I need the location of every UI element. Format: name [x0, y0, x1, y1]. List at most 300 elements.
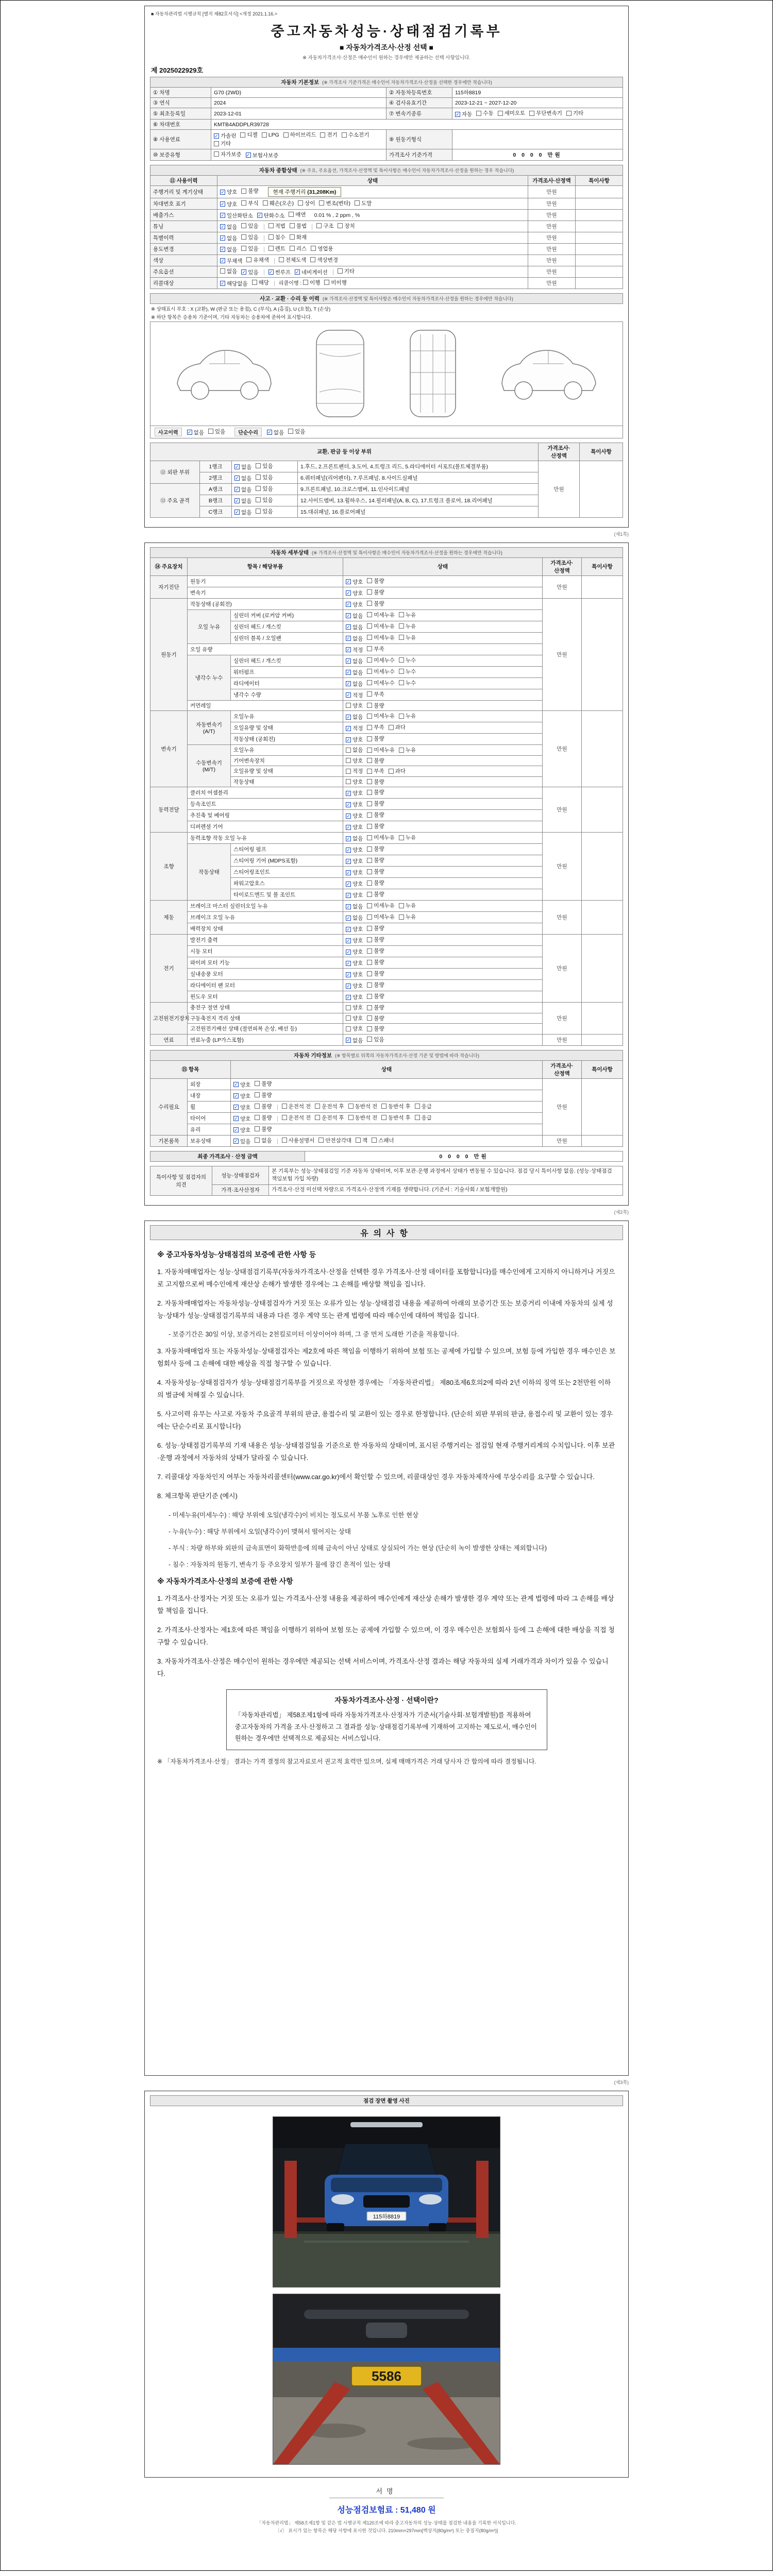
device-label: 조향: [150, 833, 188, 901]
checkbox-icon: ✓: [346, 847, 350, 853]
checkbox-option[interactable]: ✓ 없음: [221, 246, 238, 253]
inspector-role: 성능·상태점검자: [212, 1166, 269, 1185]
item-status: [231, 1112, 543, 1124]
checkbox-option[interactable]: ✓ 양호: [346, 994, 363, 1001]
appraiser-role: 가격·조사산정자: [212, 1185, 269, 1196]
checkbox-option[interactable]: 불량: [367, 822, 384, 830]
checkbox-option[interactable]: 부족: [367, 645, 384, 653]
checkbox-option[interactable]: 미세누유: [367, 712, 395, 720]
field-label: ⑧ 사용연료: [150, 130, 211, 149]
checkbox-option[interactable]: 운전석 후: [315, 1114, 344, 1122]
checkbox-option[interactable]: 하이브리드: [283, 131, 316, 139]
checkbox-option[interactable]: 훼손(오손): [263, 199, 294, 207]
checkbox-option[interactable]: 구조: [316, 222, 333, 230]
checkbox-option[interactable]: 미세누유: [367, 622, 395, 630]
checkbox-option[interactable]: ✓ 없음: [346, 904, 363, 910]
checkbox-option[interactable]: 누유: [399, 634, 416, 641]
checkbox-icon: [290, 223, 295, 228]
checkbox-icon: [399, 623, 404, 629]
checkbox-option[interactable]: 리스: [290, 245, 307, 252]
checkbox-option[interactable]: 동반석 전: [348, 1114, 378, 1122]
checkbox-option[interactable]: ✓ 양호: [234, 1081, 251, 1088]
col-header: 가격조사·산정액: [539, 443, 580, 461]
checkbox-option[interactable]: ✓ 양호: [346, 737, 363, 743]
checkbox-option[interactable]: ✓ 양호: [346, 870, 363, 876]
checkbox-icon: [367, 612, 372, 617]
checkbox-icon: [367, 1015, 372, 1021]
memo-cell: [581, 598, 623, 711]
item-status: [343, 1003, 543, 1013]
checkbox-option[interactable]: ✓ 있음: [234, 1138, 251, 1145]
checkbox-option[interactable]: 있음: [256, 496, 273, 504]
checkbox-option[interactable]: 있음: [256, 473, 273, 481]
checkbox-option[interactable]: 불량: [367, 936, 384, 943]
checkbox-option[interactable]: ✓ 양호: [234, 1093, 251, 1099]
memo-cell: [580, 461, 623, 517]
final-price-value: 0 0 0 0 만원: [305, 1151, 623, 1161]
checkbox-option[interactable]: ✓ 양호: [346, 824, 363, 831]
checkbox-option[interactable]: ✓ 적정: [346, 647, 363, 653]
table-row: [150, 108, 623, 120]
footer-note-2: 〔√〕 표시가 있는 항목은 해당 사항에 표시한 것입니다. 210mm×297mm[백상지(80g/m²) 또는 중질지(80g/m²)]: [275, 2528, 498, 2534]
checkbox-icon: ✓: [346, 881, 350, 887]
checkbox-option[interactable]: 있음: [256, 462, 273, 470]
checkbox-option[interactable]: 사용설명서: [282, 1137, 315, 1144]
checkbox-option[interactable]: ✓ 자동: [456, 111, 473, 117]
price-cell: 만원: [542, 575, 581, 598]
checkbox-option[interactable]: 누유: [399, 746, 416, 754]
final-price-label: 최종 가격조사 · 산정 금액: [150, 1151, 305, 1161]
checkbox-option[interactable]: ✓ 없음: [235, 498, 252, 504]
checkbox-option[interactable]: 유채색: [246, 256, 268, 264]
page-mark: (제1쪽): [614, 531, 629, 537]
car-diagrams: [150, 321, 623, 426]
checkbox-option[interactable]: ✓ 없음: [221, 224, 238, 230]
field-label: ④ 검사유효기간: [386, 98, 452, 108]
checkbox-option[interactable]: 적법: [268, 222, 285, 230]
checkbox-option[interactable]: 이행: [303, 279, 320, 286]
checkbox-option[interactable]: 불량: [367, 800, 384, 807]
checkbox-icon: [256, 463, 261, 468]
table-header-row: [150, 557, 623, 575]
col-header: ⑪ 사용이력: [150, 175, 217, 185]
item-label: 타이어: [188, 1112, 231, 1124]
row-label: 주행거리 및 계기상태: [150, 185, 217, 198]
checkbox-icon: ✓: [346, 960, 350, 966]
checkbox-option[interactable]: ✓ 양호: [346, 858, 363, 865]
checkbox-option[interactable]: 운전석 후: [315, 1103, 344, 1110]
law-note: ■ 자동차관리법 시행규칙 [별지 제82호서식] <개정 2021.1.16.>: [151, 11, 277, 16]
item-label: 클러치 어셈블리: [188, 787, 343, 799]
checkbox-option[interactable]: 불량: [367, 1025, 384, 1032]
checkbox-option[interactable]: 렌트: [268, 245, 285, 252]
price-cell: 만원: [542, 1034, 581, 1045]
checkbox-icon: [279, 257, 284, 262]
checkbox-option[interactable]: ✓ 적정: [346, 725, 363, 732]
checkbox-option[interactable]: 미세누수: [367, 668, 395, 675]
checkbox-icon: ✓: [346, 790, 350, 796]
checkbox-option[interactable]: 기타: [338, 267, 355, 275]
inspector-opinion-text: 본 기록부는 성능·상태점검일 기준 자동차 상태이며, 이후 보관·운행 과정에서 상태가 변동될 수 있습니다. 점검 당시 특이사항 없음. (성능·상태점검 책임보험 가입 차량): [269, 1166, 623, 1185]
checkbox-option[interactable]: ✓ 해당없음: [221, 280, 248, 287]
checkbox-option[interactable]: 운전석 전: [282, 1114, 311, 1122]
checkbox-option[interactable]: 불량: [367, 588, 384, 596]
checkbox-option[interactable]: 매연: [289, 211, 306, 218]
checkbox-option[interactable]: 전체도색: [279, 256, 307, 264]
checkbox-option[interactable]: ✓ 없음: [346, 714, 363, 720]
checkbox-option[interactable]: ✓ 양호: [234, 1127, 251, 1133]
checkbox-option[interactable]: 적정: [346, 767, 363, 775]
checkbox-option[interactable]: 불량: [367, 868, 384, 875]
checkbox-option[interactable]: 양호: [346, 778, 363, 786]
photos-title-table: [150, 2095, 623, 2106]
checkbox-option[interactable]: ✓ 없음: [346, 915, 363, 921]
checkbox-option[interactable]: ✓ 양호: [346, 601, 363, 608]
checkbox-option[interactable]: 불량: [367, 788, 384, 796]
checkbox-icon: ✓: [221, 247, 225, 252]
checkbox-option[interactable]: 디젤: [240, 131, 257, 139]
checkbox-option[interactable]: ✓ 없음: [346, 613, 363, 619]
open-hood: [336, 2144, 437, 2178]
checkbox-option[interactable]: LPG: [262, 132, 279, 138]
checkbox-option[interactable]: 불량: [367, 981, 384, 989]
checkbox-option[interactable]: 전기: [320, 131, 337, 139]
checkbox-option[interactable]: 누수: [399, 668, 416, 675]
signature-field[interactable]: 서명: [329, 2486, 443, 2498]
checkbox-icon: [320, 132, 325, 138]
checkbox-option[interactable]: 장치: [338, 222, 355, 230]
checkbox-option[interactable]: 불량: [367, 970, 384, 977]
footer-note-1: 「자동차관리법」 제58조제1항 및 같은 법 시행규칙 제120조에 따라 중고자동차의 성능·상태를 점검한 내용을 기록한 서식입니다.: [257, 2520, 516, 2526]
inspection-photo-1: [273, 2116, 500, 2287]
checkbox-option[interactable]: ✓ 양호: [346, 813, 363, 819]
item-status: [343, 957, 543, 969]
item-status: [343, 632, 543, 643]
checkbox-option[interactable]: 양호: [346, 1004, 363, 1011]
checkbox-option[interactable]: 과다: [389, 723, 406, 731]
notice-item: 1. 자동차매매업자는 성능·상태점검기록부(자동차가격조사·산정을 선택한 경우 가격조사·산정 데이터를 포함합니다)를 매수인에게 고지하지 아니하거나 거짓으로 고지함으로써 매수인에게 재산상 손해가 발생한 경우에는 그 손해를 배상할 책임을 집니다.: [157, 1267, 615, 1288]
checkbox-option[interactable]: 변조(변타): [319, 199, 350, 207]
checkbox-icon: ✓: [214, 133, 219, 139]
rank-label: B랭크: [200, 495, 232, 506]
checkbox-option[interactable]: 있음: [256, 507, 273, 515]
checkbox-icon: [303, 280, 308, 285]
row-label: 배출가스: [150, 209, 217, 221]
checkbox-icon: [298, 200, 303, 206]
checkbox-option[interactable]: 누유: [399, 611, 416, 619]
checkbox-option[interactable]: ✓ 양호: [346, 949, 363, 955]
checkbox-option[interactable]: ✓ 양호: [234, 1115, 251, 1122]
checkbox-option[interactable]: 도말: [355, 199, 372, 207]
detail-row: [150, 1034, 623, 1045]
checkbox-option[interactable]: 불량: [367, 600, 384, 607]
table-row: [150, 88, 623, 98]
checkbox-option[interactable]: 기타: [566, 109, 583, 117]
checkbox-option[interactable]: 양호: [346, 702, 363, 709]
checkbox-option[interactable]: ✓ 무채색: [221, 258, 243, 264]
checkbox-option[interactable]: 영업용: [311, 245, 333, 252]
checkbox-option[interactable]: 불량: [255, 1103, 272, 1110]
simple-repair-options: [267, 428, 310, 436]
checkbox-option[interactable]: 불량: [367, 735, 384, 742]
checkbox-option[interactable]: 불량: [255, 1125, 272, 1133]
item-label: 기어변속장치: [231, 755, 343, 766]
checkbox-option[interactable]: 잭: [356, 1137, 367, 1144]
checkbox-option[interactable]: 안전삼각대: [318, 1137, 351, 1144]
checkbox-option[interactable]: 양호: [346, 1014, 363, 1022]
checkbox-option[interactable]: 없음: [346, 746, 363, 754]
checkbox-option[interactable]: 수동: [476, 109, 493, 117]
checkbox-option[interactable]: 불량: [367, 879, 384, 887]
checkbox-icon: [256, 486, 261, 491]
checkbox-option[interactable]: ✓ 없음: [346, 836, 363, 842]
checkbox-option[interactable]: ✓ 없음: [346, 681, 363, 687]
checkbox-icon: [316, 223, 322, 228]
checkbox-option[interactable]: ✓ 없음: [235, 486, 252, 493]
checkbox-icon: [338, 223, 343, 228]
checkbox-option[interactable]: 응급: [415, 1114, 432, 1122]
page1-block: [144, 6, 629, 528]
checkbox-icon: ✓: [346, 590, 350, 596]
checkbox-option[interactable]: 동반석 전: [348, 1103, 378, 1110]
item-label: 배력장치 상태: [188, 923, 343, 935]
checkbox-option[interactable]: 불량: [367, 890, 384, 898]
checkbox-option[interactable]: ✓ 보험사보증: [246, 152, 279, 159]
field-label: ③ 연식: [150, 98, 211, 108]
checkbox-option[interactable]: ✓ 양호: [346, 972, 363, 978]
checkbox-icon: [355, 200, 360, 206]
checkbox-option[interactable]: ✓ 없음: [346, 624, 363, 631]
checkbox-icon: [282, 1138, 287, 1143]
checkbox-icon: ✓: [246, 152, 250, 158]
checkbox-icon: [255, 1126, 260, 1131]
checkbox-option[interactable]: 미세누유: [367, 834, 395, 841]
checkbox-option[interactable]: 누수: [399, 656, 416, 664]
checkbox-option[interactable]: 과다: [389, 767, 406, 775]
checkbox-option[interactable]: 불량: [367, 947, 384, 955]
checkbox-icon: [367, 801, 372, 806]
price-cell: 만원: [542, 787, 581, 833]
checkbox-option[interactable]: 부식: [241, 199, 258, 207]
item-status: [343, 575, 543, 587]
checkbox-option[interactable]: 누유: [399, 902, 416, 909]
checkbox-option[interactable]: ✓ 양호: [221, 189, 238, 195]
checkbox-option[interactable]: 누유: [399, 712, 416, 720]
checkbox-option[interactable]: ✓ 양호: [346, 802, 363, 808]
checkbox-icon: [367, 578, 372, 583]
checkbox-option[interactable]: 있음: [367, 1036, 384, 1043]
checkbox-option[interactable]: 있음: [208, 428, 225, 435]
checkbox-option[interactable]: 양호: [346, 757, 363, 765]
checkbox-option[interactable]: 미세누유: [367, 913, 395, 921]
checkbox-option[interactable]: 동반석 후: [381, 1103, 411, 1110]
checkbox-option[interactable]: ✓ 양호: [221, 201, 238, 208]
checkbox-option[interactable]: 있음: [241, 245, 258, 252]
checkbox-option[interactable]: 미세누유: [367, 634, 395, 641]
checkbox-option[interactable]: ✓ 양호: [346, 960, 363, 967]
detail-row: [150, 711, 623, 722]
checkbox-option[interactable]: ✓ 양호: [346, 938, 363, 944]
panel-rank-table: [150, 443, 623, 518]
checkbox-option[interactable]: 수소전기: [342, 131, 369, 139]
price-cell: 만원: [542, 935, 581, 1003]
rank-label: 1랭크: [200, 461, 232, 472]
checkbox-option[interactable]: ✓ 썬루프: [268, 269, 291, 276]
checkbox-option[interactable]: 미이행: [324, 279, 346, 286]
notices-sectionB-title: ※ 자동차가격조사·산정의 보증에 관한 사항: [157, 1577, 293, 1586]
checkbox-option[interactable]: ✓ 없음: [346, 635, 363, 642]
field-label: ⑥ 차대번호: [150, 120, 211, 130]
checkbox-option[interactable]: ✓ 없음: [346, 1037, 363, 1044]
checkbox-option[interactable]: ✓ 탄화수소: [257, 212, 285, 219]
photos-title: 점검 장면 촬영 사진: [150, 2095, 623, 2106]
checkbox-option[interactable]: ✓ 일산화탄소: [221, 212, 253, 219]
checkbox-option[interactable]: ✓ 양호: [234, 1104, 251, 1111]
checkbox-option[interactable]: 상이: [298, 199, 315, 207]
col-header: 가격조사·산정액: [542, 557, 581, 575]
checkbox-option[interactable]: 누수: [399, 679, 416, 687]
checkbox-option[interactable]: 불량: [367, 702, 384, 709]
rank-parts: 12.사이드멤버, 13.휠하우스, 14.필러패널(A, B, C), 17.트렁크 플로어, 18.리어패널: [298, 495, 539, 506]
checkbox-option[interactable]: 불량: [367, 811, 384, 819]
row-status: [217, 266, 528, 277]
checkbox-option[interactable]: ✓ 양호: [346, 983, 363, 989]
checkbox-option[interactable]: ✓ 없음: [187, 429, 204, 436]
checkbox-option[interactable]: ✓ 양호: [346, 590, 363, 597]
checkbox-icon: [346, 769, 351, 774]
item-label: 워터펌프: [231, 666, 343, 677]
checkbox-option[interactable]: ✓ 있음: [242, 269, 259, 276]
checkbox-option[interactable]: 불량: [367, 924, 384, 932]
checkbox-option[interactable]: 부족: [367, 767, 384, 775]
checkbox-option[interactable]: 해당: [252, 279, 269, 286]
checkbox-option[interactable]: 침수: [268, 233, 285, 241]
checkbox-option[interactable]: 불량: [367, 778, 384, 786]
item-label: 고전원전기배선 상태 (절연피복 손상, 배선 등): [188, 1024, 343, 1035]
device-label: 제동: [150, 901, 188, 935]
item-status: [343, 946, 543, 957]
checkbox-option[interactable]: 양호: [346, 1025, 363, 1032]
item-status: [343, 655, 543, 666]
checkbox-option[interactable]: 운전석 전: [282, 1103, 311, 1110]
checkbox-icon: [214, 141, 219, 146]
price-cell: 만원: [528, 185, 575, 198]
item-status: [343, 980, 543, 991]
checkbox-option[interactable]: ✓ 양호: [346, 881, 363, 887]
checkbox-icon: ✓: [346, 972, 350, 977]
overall-row: [150, 277, 623, 289]
checkbox-option[interactable]: ✓ 양호: [346, 579, 363, 585]
checkbox-option[interactable]: 세미오토: [498, 109, 526, 117]
checkbox-option[interactable]: ✓ 적정: [346, 692, 363, 699]
checkbox-option[interactable]: 스패너: [372, 1137, 394, 1144]
item-label: 브레이크 오일 누유: [188, 912, 343, 923]
checkbox-option[interactable]: 무단변속기: [529, 109, 562, 117]
checkbox-option[interactable]: 없음: [255, 1137, 272, 1144]
checkbox-option[interactable]: 응급: [415, 1103, 432, 1110]
checkbox-option[interactable]: 있음: [241, 222, 258, 230]
row-label: 주요옵션: [150, 266, 217, 277]
checkbox-option[interactable]: ✓ 양호: [346, 926, 363, 933]
basic-info-table: [150, 77, 623, 161]
checkbox-option[interactable]: 동반석 후: [381, 1114, 411, 1122]
item-label: 외장: [188, 1078, 231, 1090]
checkbox-option[interactable]: ✓ 네비게이션: [295, 269, 328, 276]
checkbox-option[interactable]: ✓ 없음: [221, 235, 238, 242]
checkbox-option[interactable]: ✓ 없음: [346, 658, 363, 665]
checkbox-icon: [367, 903, 372, 908]
checkbox-option[interactable]: 화재: [290, 233, 307, 241]
checkbox-option[interactable]: 불량: [241, 187, 258, 195]
checkbox-option[interactable]: 불량: [367, 757, 384, 765]
checkbox-option[interactable]: ✓ 양호: [346, 892, 363, 899]
detail-row: [150, 598, 623, 609]
memo-cell: [575, 185, 623, 198]
checkbox-option[interactable]: ✓ 양호: [346, 790, 363, 796]
checkbox-option[interactable]: 누유: [399, 622, 416, 630]
checkbox-option[interactable]: 기타: [214, 140, 231, 147]
signature-row: [144, 2486, 629, 2498]
checkbox-option[interactable]: ✓ 없음: [346, 669, 363, 676]
rank-parts: 15.대쉬패널, 16.플로어패널: [298, 506, 539, 517]
checkbox-option[interactable]: 불량: [367, 1004, 384, 1011]
checkbox-option[interactable]: ✓ 가솔린: [214, 133, 237, 139]
checkbox-option[interactable]: ✓ 없음: [235, 509, 252, 516]
checkbox-option[interactable]: 미세누유: [367, 746, 395, 754]
checkbox-option[interactable]: 있음: [241, 233, 258, 241]
checkbox-option[interactable]: 미세누수: [367, 679, 395, 687]
checkbox-icon: [338, 268, 343, 274]
checkbox-option[interactable]: 불량: [255, 1114, 272, 1122]
checkbox-option[interactable]: ✓ 양호: [346, 847, 363, 853]
checkbox-icon: [399, 669, 404, 674]
checkbox-option[interactable]: 미세누유: [367, 611, 395, 619]
checkbox-icon: [476, 111, 481, 116]
checkbox-option[interactable]: 부족: [367, 690, 384, 698]
checkbox-icon: [367, 982, 372, 988]
row-status: [217, 255, 528, 266]
item-label: 원동기: [188, 575, 343, 587]
checkbox-icon: [367, 948, 372, 954]
checkbox-option[interactable]: 불량: [367, 992, 384, 1000]
checkbox-icon: [282, 1104, 287, 1109]
checkbox-option[interactable]: 있음: [256, 485, 273, 493]
checkbox-option[interactable]: 부족: [367, 723, 384, 731]
checkbox-option[interactable]: 불량: [367, 856, 384, 864]
checkbox-option[interactable]: 불량: [255, 1091, 272, 1099]
field-label: ⑤ 최초등록일: [150, 108, 211, 120]
checkbox-option[interactable]: 자가보증: [214, 150, 242, 158]
checkbox-option[interactable]: ✓ 없음: [235, 464, 252, 470]
checkbox-option[interactable]: 없음: [220, 267, 237, 275]
checkbox-option[interactable]: 불량: [367, 958, 384, 966]
checkbox-option[interactable]: ✓ 없음: [267, 429, 284, 436]
checkbox-option[interactable]: 불량: [367, 577, 384, 585]
item-label: 추진축 및 베어링: [188, 810, 343, 821]
checkbox-option[interactable]: 불량: [367, 1014, 384, 1022]
checkbox-option[interactable]: 미세누수: [367, 656, 395, 664]
checkbox-option[interactable]: 있음: [288, 428, 305, 435]
checkbox-option[interactable]: 색상변경: [310, 256, 338, 264]
checkbox-option[interactable]: 미세누유: [367, 902, 395, 909]
checkbox-option[interactable]: 불량: [367, 845, 384, 853]
field-label: 가격조사 기준가격: [386, 149, 452, 160]
checkbox-option[interactable]: 누유: [399, 913, 416, 921]
checkbox-option[interactable]: 불량: [255, 1080, 272, 1088]
checkbox-option[interactable]: ✓ 없음: [235, 475, 252, 482]
checkbox-option[interactable]: 누유: [399, 834, 416, 841]
checkbox-option[interactable]: 불법: [290, 222, 307, 230]
